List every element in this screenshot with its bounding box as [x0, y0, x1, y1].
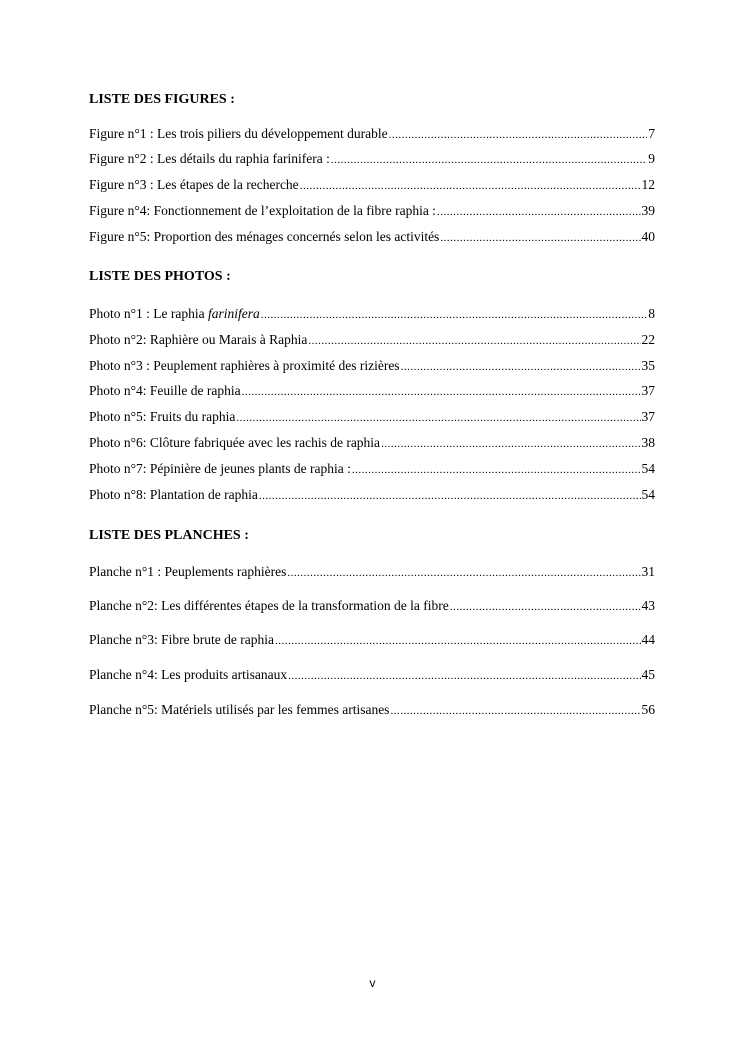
photo-entry	[89, 460, 655, 478]
figure-entry	[89, 150, 655, 168]
dot-leader	[389, 126, 648, 144]
figure-entry	[89, 125, 655, 143]
photos-heading: LISTE DES PHOTOS :	[89, 269, 231, 284]
dot-leader	[352, 461, 641, 479]
entry-page-number: 35	[641, 358, 655, 373]
entry-title: Figure n°5: Proportion des ménages concernés selon les activités	[89, 229, 440, 244]
entry-title: Planche n°1 : Peuplements raphières	[89, 564, 287, 579]
figure-entry	[89, 228, 655, 246]
entry-page-number: 37	[641, 409, 655, 424]
entry-title: Photo n°1 : Le raphia farinifera	[89, 306, 260, 321]
entry-title: Photo n°7: Pépinière de jeunes plants de raphia :	[89, 461, 351, 476]
dot-leader	[331, 151, 647, 169]
dot-leader	[242, 383, 641, 401]
entry-title: Planche n°3: Fibre brute de raphia	[89, 632, 274, 647]
entry-title: Photo n°8: Plantation de raphia	[89, 487, 258, 502]
dot-leader	[259, 487, 641, 505]
figure-entry	[89, 176, 655, 194]
entry-title: Figure n°3 : Les étapes de la recherche	[89, 177, 299, 192]
entry-title: Planche n°2: Les différentes étapes de la transformation de la fibre	[89, 598, 449, 613]
photo-entry	[89, 408, 655, 426]
entry-page-number: 56	[641, 702, 655, 717]
planche-entry	[89, 666, 655, 684]
entry-page-number: 43	[641, 598, 655, 613]
entry-title: Figure n°1 : Les trois piliers du développement durable	[89, 126, 388, 141]
planche-entry	[89, 701, 655, 719]
entry-page-number: 39	[641, 203, 655, 218]
dot-leader	[300, 177, 641, 195]
planche-entry	[89, 631, 655, 649]
dot-leader	[401, 358, 641, 376]
entry-title: Photo n°6: Clôture fabriquée avec les rachis de raphia	[89, 435, 381, 450]
entry-page-number: 38	[641, 435, 655, 450]
photo-entry	[89, 486, 655, 504]
planches-heading: LISTE DES PLANCHES :	[89, 528, 249, 543]
photo-entry	[89, 331, 655, 349]
dot-leader	[287, 564, 640, 582]
entry-title: Photo n°2: Raphière ou Marais à Raphia	[89, 332, 308, 347]
photo-entry	[89, 357, 655, 375]
photo-entry	[89, 305, 655, 323]
dot-leader	[390, 702, 640, 720]
dot-leader	[275, 632, 641, 650]
entry-title: Figure n°2 : Les détails du raphia farinifera :	[89, 151, 330, 166]
entry-page-number: 54	[641, 461, 655, 476]
entry-title: Photo n°4: Feuille de raphia	[89, 383, 241, 398]
dot-leader	[450, 598, 641, 616]
planche-entry	[89, 597, 655, 615]
figure-entry	[89, 202, 655, 220]
entry-title: Planche n°4: Les produits artisanaux	[89, 667, 288, 682]
entry-page-number: 31	[641, 564, 655, 579]
entry-page-number: 45	[641, 667, 655, 682]
figures-heading: LISTE DES FIGURES :	[89, 92, 235, 107]
page-number: v	[369, 976, 376, 990]
entry-page-number: 40	[641, 229, 655, 244]
photo-entry	[89, 434, 655, 452]
entry-title: Photo n°5: Fruits du raphia	[89, 409, 236, 424]
entry-page-number: 22	[641, 332, 655, 347]
dot-leader	[236, 409, 640, 427]
dot-leader	[437, 203, 641, 221]
entry-title: Figure n°4: Fonctionnement de l’exploitation de la fibre raphia :	[89, 203, 436, 218]
entry-page-number: 8	[648, 306, 655, 321]
dot-leader	[261, 306, 647, 324]
entry-title: Planche n°5: Matériels utilisés par les femmes artisanes	[89, 702, 390, 717]
entry-page-number: 37	[641, 383, 655, 398]
entry-page-number: 9	[648, 151, 655, 166]
entry-page-number: 7	[648, 126, 655, 141]
dot-leader	[308, 332, 640, 350]
entry-page-number: 44	[641, 632, 655, 647]
dot-leader	[288, 667, 640, 685]
photo-entry	[89, 382, 655, 400]
entry-page-number: 54	[641, 487, 655, 502]
dot-leader	[440, 229, 640, 247]
dot-leader	[381, 435, 640, 453]
planche-entry	[89, 563, 655, 581]
entry-page-number: 12	[641, 177, 655, 192]
entry-title: Photo n°3 : Peuplement raphières à proximité des rizières	[89, 358, 400, 373]
